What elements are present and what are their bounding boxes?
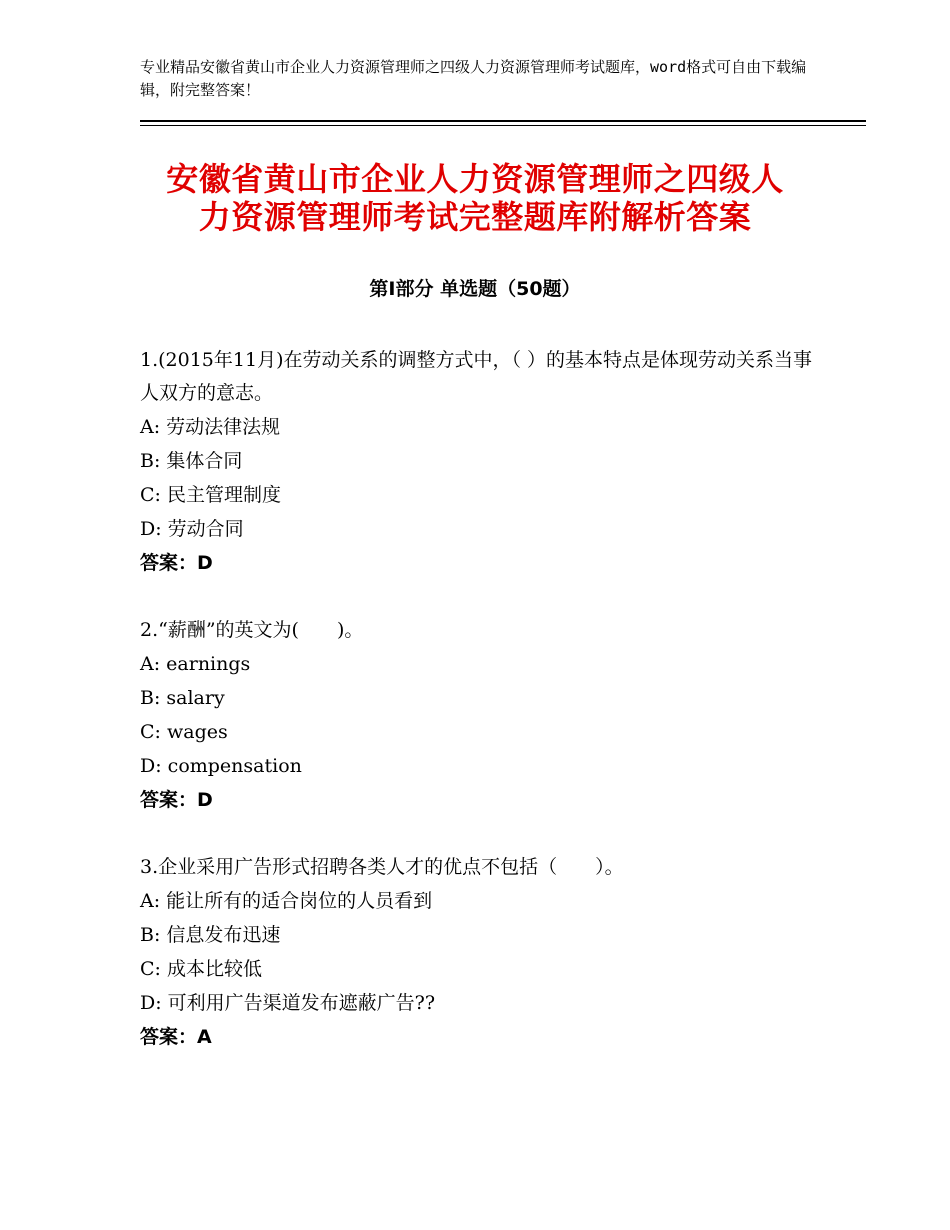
section-title: 第Ⅰ部分 单选题（50题） <box>369 278 581 300</box>
question-2 <box>140 614 820 817</box>
question-3 <box>140 851 820 1054</box>
question-1 <box>140 344 820 580</box>
option-b: B: 信息发布迅速 <box>140 924 281 946</box>
option-a: A: 能让所有的适合岗位的人员看到 <box>140 890 433 912</box>
document-title-line-2: 力资源管理师考试完整题库附解析答案 <box>198 198 752 236</box>
option-c: C: 成本比较低 <box>140 958 262 980</box>
question-stem: 1.(2015年11月)在劳动关系的调整方式中，（ ）的基本特点是体现劳动关系当事人双方的意志。 <box>140 349 813 404</box>
question-stem: 2.“薪酬”的英文为( )。 <box>140 619 364 641</box>
option-b: B: salary <box>140 687 225 709</box>
header-rule-thin <box>140 125 866 126</box>
answer: 答案：A <box>140 1026 212 1048</box>
option-a: A: 劳动法律法规 <box>140 416 281 438</box>
header-note: 专业精品安徽省黄山市企业人力资源管理师之四级人力资源管理师考试题库，word格式可自由下载编辑，附完整答案！ <box>140 58 807 99</box>
header-rule <box>140 120 866 122</box>
option-c: C: 民主管理制度 <box>140 484 281 506</box>
option-d: D: 劳动合同 <box>140 518 244 540</box>
option-d: D: compensation <box>140 755 302 777</box>
question-stem: 3.企业采用广告形式招聘各类人才的优点不包括（ ）。 <box>140 856 624 878</box>
document-title-line-1: 安徽省黄山市企业人力资源管理师之四级人 <box>166 160 784 198</box>
option-c: C: wages <box>140 721 228 743</box>
option-b: B: 集体合同 <box>140 450 243 472</box>
answer: 答案：D <box>140 789 213 811</box>
document-title <box>100 160 850 236</box>
option-d: D: 可利用广告渠道发布遮蔽广告?? <box>140 992 436 1014</box>
answer: 答案：D <box>140 552 213 574</box>
question-list <box>140 344 820 1088</box>
option-a: A: earnings <box>140 653 251 675</box>
